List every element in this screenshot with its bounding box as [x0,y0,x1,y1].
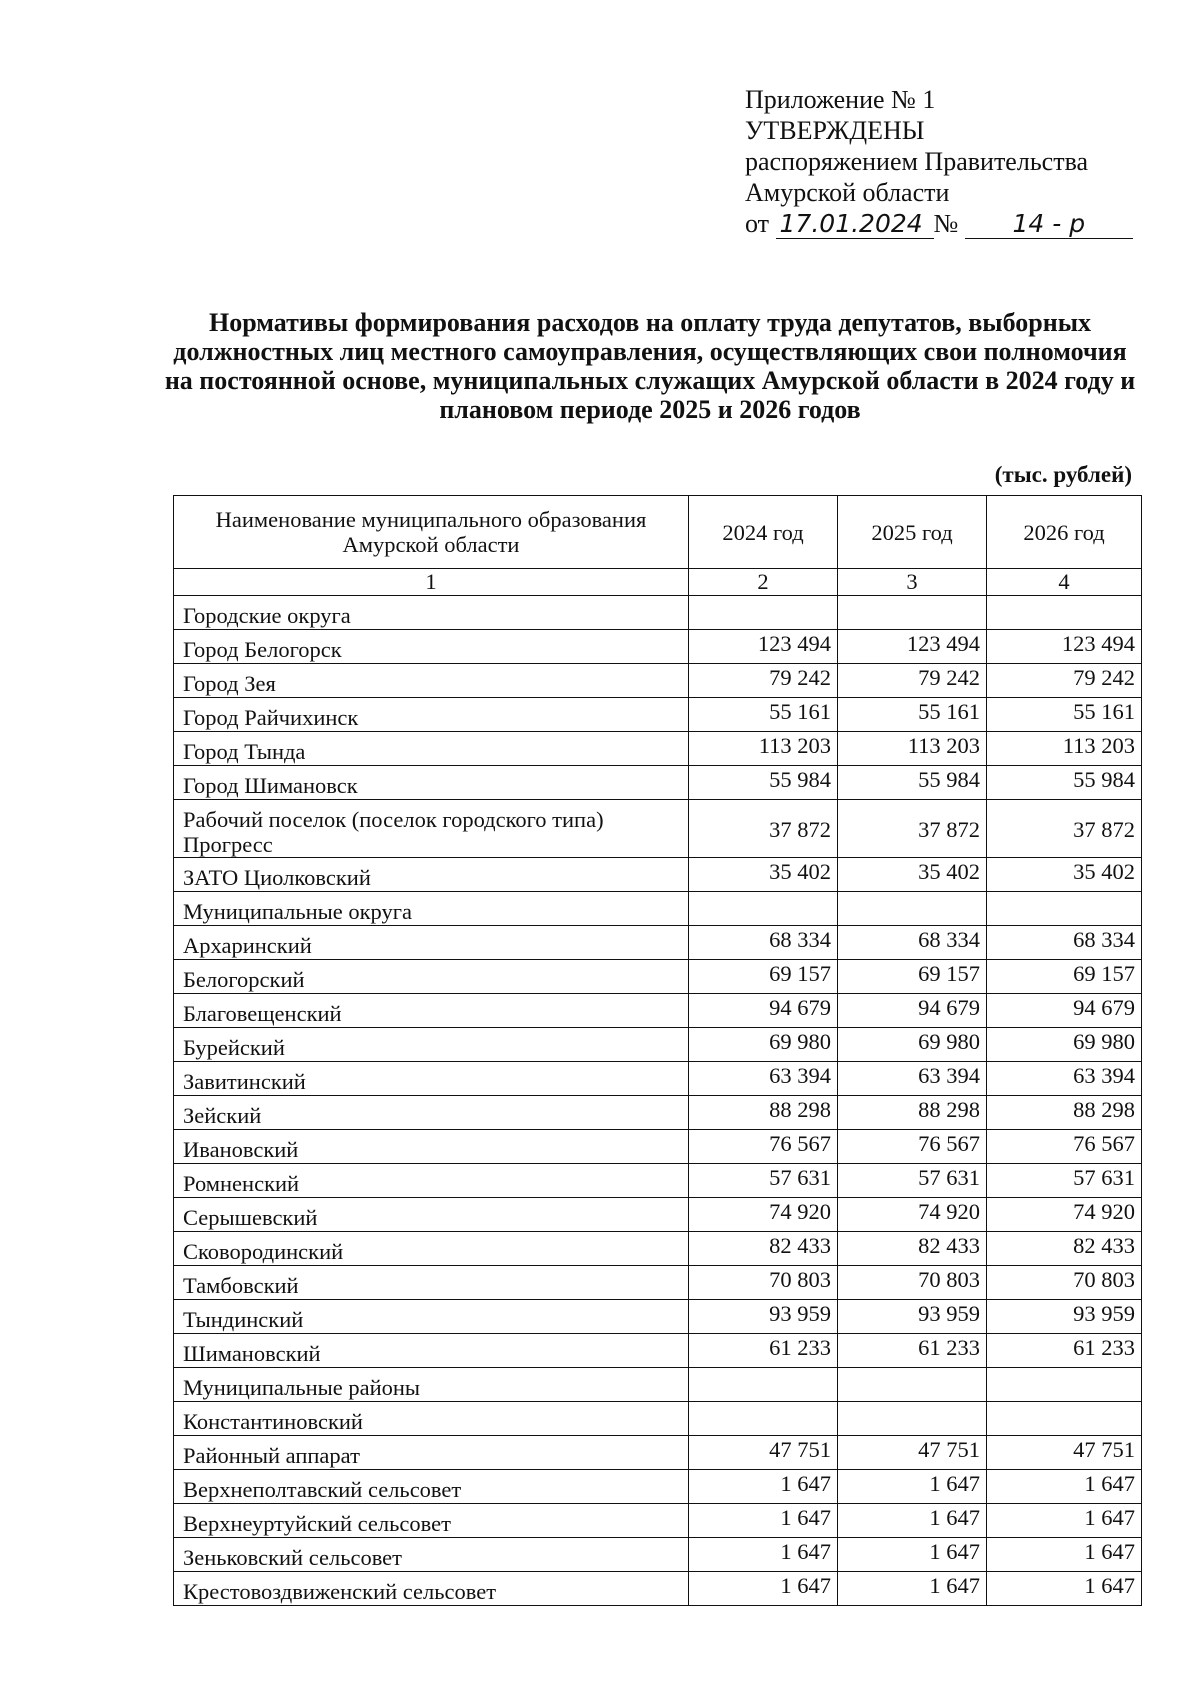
value-2026: 1 647 [987,1572,1142,1606]
row-name: Тамбовский [174,1266,689,1300]
value-2024: 1 647 [689,1538,838,1572]
row-name: Муниципальные районы [174,1368,689,1402]
value-2025: 68 334 [838,926,987,960]
row-name: Серышевский [174,1198,689,1232]
header-2026: 2026 год [987,496,1142,569]
table-row [174,1504,1142,1538]
row-name: Зейский [174,1096,689,1130]
value-2025: 63 394 [838,1062,987,1096]
column-number: 2 [689,569,838,596]
value-2026: 1 647 [987,1504,1142,1538]
value-2025: 61 233 [838,1334,987,1368]
value-2026: 79 242 [987,664,1142,698]
row-name: Зеньковский сельсовет [174,1538,689,1572]
value-2026: 113 203 [987,732,1142,766]
value-2025 [838,1368,987,1402]
table-row [174,630,1142,664]
value-2024: 35 402 [689,858,838,892]
row-name: Белогорский [174,960,689,994]
value-2026: 57 631 [987,1164,1142,1198]
value-2025: 47 751 [838,1436,987,1470]
table-row [174,1300,1142,1334]
value-2026 [987,596,1142,630]
row-name: Ромненский [174,1164,689,1198]
table-row [174,1572,1142,1606]
row-name: Муниципальные округа [174,892,689,926]
value-2026: 88 298 [987,1096,1142,1130]
value-2025: 1 647 [838,1470,987,1504]
table-row [174,1402,1142,1436]
value-2026: 69 157 [987,960,1142,994]
row-name: Город Белогорск [174,630,689,664]
value-2024: 61 233 [689,1334,838,1368]
table-row [174,596,1142,630]
row-name: Бурейский [174,1028,689,1062]
table-row [174,766,1142,800]
handwritten-number: 14 - р [965,210,1133,239]
value-2026: 68 334 [987,926,1142,960]
row-name: Рабочий поселок (поселок городского типа) Прогресс [174,800,689,858]
header-name: Наименование муниципального образования Амурской области [174,496,689,569]
value-2024 [689,596,838,630]
value-2025: 69 980 [838,1028,987,1062]
value-2024 [689,1368,838,1402]
value-2025: 55 984 [838,766,987,800]
value-2025: 74 920 [838,1198,987,1232]
row-name: Город Райчихинск [174,698,689,732]
value-2025: 88 298 [838,1096,987,1130]
value-2024: 1 647 [689,1504,838,1538]
value-2024: 1 647 [689,1572,838,1606]
value-2024: 94 679 [689,994,838,1028]
row-name: Верхнеуртуйский сельсовет [174,1504,689,1538]
row-name: Завитинский [174,1062,689,1096]
value-2026: 70 803 [987,1266,1142,1300]
value-2026: 123 494 [987,630,1142,664]
value-2025: 1 647 [838,1504,987,1538]
value-2025: 123 494 [838,630,987,664]
table-row [174,1334,1142,1368]
table-row [174,1028,1142,1062]
value-2024: 123 494 [689,630,838,664]
value-2026: 55 984 [987,766,1142,800]
column-number: 4 [987,569,1142,596]
table-row [174,926,1142,960]
value-2025: 70 803 [838,1266,987,1300]
value-2024: 113 203 [689,732,838,766]
value-2026: 94 679 [987,994,1142,1028]
column-number: 3 [838,569,987,596]
table-row [174,1266,1142,1300]
value-2025: 55 161 [838,698,987,732]
row-name: Архаринский [174,926,689,960]
value-2026: 55 161 [987,698,1142,732]
column-number: 1 [174,569,689,596]
table-row [174,1470,1142,1504]
value-2026 [987,1368,1142,1402]
value-2025: 35 402 [838,858,987,892]
table-body [174,596,1142,1606]
table-row [174,892,1142,926]
value-2025 [838,596,987,630]
value-2026 [987,1402,1142,1436]
value-2024: 55 161 [689,698,838,732]
value-2024: 88 298 [689,1096,838,1130]
value-2026: 37 872 [987,800,1142,858]
date-number-line [745,208,1133,239]
value-2024 [689,1402,838,1436]
appendix-label: Приложение № 1 [745,85,936,114]
value-2025: 37 872 [838,800,987,858]
value-2026: 63 394 [987,1062,1142,1096]
norms-table [173,495,1142,1606]
row-name: Районный аппарат [174,1436,689,1470]
date-prefix: от [745,209,770,238]
value-2026: 1 647 [987,1538,1142,1572]
value-2024: 69 157 [689,960,838,994]
value-2024: 82 433 [689,1232,838,1266]
value-2024: 1 647 [689,1470,838,1504]
header-row [174,496,1142,569]
table-row [174,732,1142,766]
region-label: Амурской области [745,178,950,207]
table-row [174,1130,1142,1164]
value-2025: 113 203 [838,732,987,766]
value-2025: 82 433 [838,1232,987,1266]
header-2024: 2024 год [689,496,838,569]
row-name: Шимановский [174,1334,689,1368]
document-title: Нормативы формирования расходов на оплату труда депутатов, выборных должностных лиц местного самоуправления, осуществляющих свои полномочия на постоянной основе, муниципальных служащих Амурской области в 2024 году и плановом периоде 2025 и 2026 годов [164,308,1136,424]
table-row [174,1436,1142,1470]
value-2024: 68 334 [689,926,838,960]
value-2024: 70 803 [689,1266,838,1300]
table-row [174,1232,1142,1266]
value-2025: 94 679 [838,994,987,1028]
value-2024 [689,892,838,926]
table-row [174,664,1142,698]
row-name: Сковородинский [174,1232,689,1266]
table-row [174,858,1142,892]
row-name: ЗАТО Циолковский [174,858,689,892]
value-2025: 1 647 [838,1572,987,1606]
approved-label: УТВЕРЖДЕНЫ [745,116,925,145]
value-2026: 69 980 [987,1028,1142,1062]
value-2025: 1 647 [838,1538,987,1572]
value-2025 [838,892,987,926]
row-name: Константиновский [174,1402,689,1436]
value-2024: 69 980 [689,1028,838,1062]
table-row [174,698,1142,732]
value-2024: 76 567 [689,1130,838,1164]
row-name: Ивановский [174,1130,689,1164]
table-row [174,800,1142,858]
value-2024: 47 751 [689,1436,838,1470]
row-name: Город Шимановск [174,766,689,800]
number-sign: № [933,209,959,238]
row-name: Тындинский [174,1300,689,1334]
row-name: Верхнеполтавский сельсовет [174,1470,689,1504]
row-name: Городские округа [174,596,689,630]
table-row [174,1096,1142,1130]
value-2024: 93 959 [689,1300,838,1334]
value-2024: 63 394 [689,1062,838,1096]
row-name: Крестовоздвиженский сельсовет [174,1572,689,1606]
value-2024: 57 631 [689,1164,838,1198]
approval-block [745,84,1133,239]
value-2026: 76 567 [987,1130,1142,1164]
value-2025: 69 157 [838,960,987,994]
value-2026: 1 647 [987,1470,1142,1504]
table-row [174,1538,1142,1572]
value-2025 [838,1402,987,1436]
value-2025: 93 959 [838,1300,987,1334]
value-2024: 55 984 [689,766,838,800]
value-2026: 35 402 [987,858,1142,892]
value-2024: 37 872 [689,800,838,858]
value-2025: 76 567 [838,1130,987,1164]
row-name: Благовещенский [174,994,689,1028]
header-2025: 2025 год [838,496,987,569]
value-2025: 79 242 [838,664,987,698]
table-row [174,1164,1142,1198]
value-2026: 47 751 [987,1436,1142,1470]
table-row [174,994,1142,1028]
value-2026: 82 433 [987,1232,1142,1266]
row-name: Город Зея [174,664,689,698]
column-number-row [174,569,1142,596]
table-row [174,1198,1142,1232]
table-row [174,1368,1142,1402]
approved-by-label: распоряжением Правительства [745,147,1089,176]
value-2026: 74 920 [987,1198,1142,1232]
units-label: (тыс. рублей) [994,462,1132,487]
value-2026: 93 959 [987,1300,1142,1334]
value-2024: 74 920 [689,1198,838,1232]
row-name: Город Тында [174,732,689,766]
value-2025: 57 631 [838,1164,987,1198]
table-row [174,1062,1142,1096]
value-2026: 61 233 [987,1334,1142,1368]
handwritten-date: 17.01.2024 [776,210,934,239]
table-row [174,960,1142,994]
value-2024: 79 242 [689,664,838,698]
value-2026 [987,892,1142,926]
